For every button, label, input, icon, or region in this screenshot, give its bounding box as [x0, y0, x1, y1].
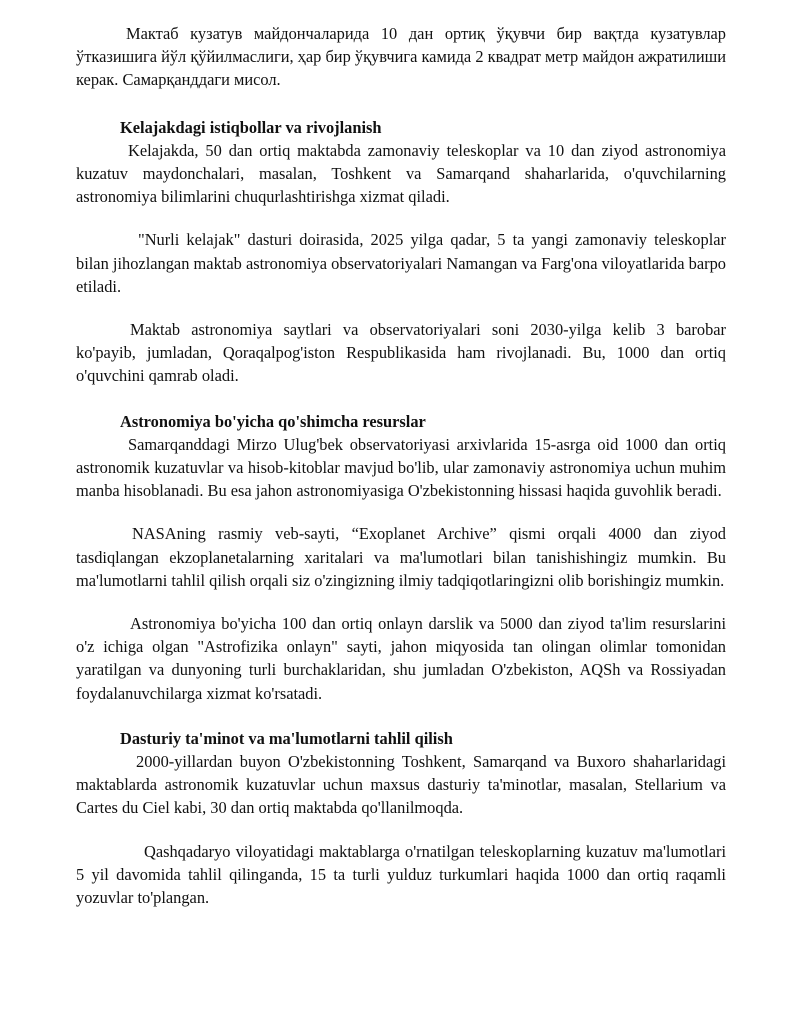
- body-paragraph: Kelajakda, 50 dan ortiq maktabda zamonaviy teleskoplar va 10 dan ziyod astronomiya kuzatuv maydonchalari, masalan, Toshkent va Samarqand shaharlarida, o'quvchilarning astronomiya bilimlarini chuqurlashtirishga xizmat qiladi.: [76, 140, 726, 207]
- body-paragraph: Qashqadaryo viloyatidagi maktablarga o'rnatilgan teleskoplarning kuzatuv ma'lumotlari 5 yil davomida tahlil qilinganda, 15 ta turli yulduz turkumlari haqida 1000 dan ortiq raqamli yozuvlar to'plangan.: [76, 841, 726, 908]
- section-heading: Astronomiya bo'yicha qo'shimcha resurslar: [120, 411, 426, 431]
- body-paragraph: Samarqanddagi Mirzo Ulug'bek observatoriyasi arxivlarida 15-asrga oid 1000 dan ortiq astronomik kuzatuvlar va hisob-kitoblar mavjud bo'lib, ular zamonaviy astronomiya uchun muhim manba hisoblanadi. Bu esa jahon astronomiyasiga O'zbekistonning hissasi haqida guvohlik beradi.: [76, 434, 726, 501]
- body-paragraph: NASAning rasmiy veb-sayti, “Exoplanet Archive” qismi orqali 4000 dan ziyod tasdiqlangan ekzoplanetalarning xaritalari va ma'lumotlari bilan tanishishingiz mumkin. Bu ma'lumotlarni tahlil qilish orqali siz o'zingizning ilmiy tadqiqotlaringizni olib borishingiz mumkin.: [76, 524, 726, 590]
- section-heading: Kelajakdagi istiqbollar va rivojlanish: [120, 117, 382, 137]
- body-paragraph: Мактаб кузатув майдончаларида 10 дан ортиқ ўқувчи бир вақтда кузатувлар ўтказишига йўл қўйилмаслиги, ҳар бир ўқувчига камида 2 квадрат метр майдон ажратилиши керак. Самарқанддаги мисол.: [76, 24, 726, 90]
- body-paragraph: Astronomiya bo'yicha 100 dan ortiq onlayn darslik va 5000 dan ziyod ta'lim resurslarini o'z ichiga olgan "Astrofizika onlayn" sayti, jahon miqyosida tan olingan olimlar tomonidan yaratilgan va dunyoning turli burchaklaridan, shu jumladan O'zbekiston, AQSh va Rossiyadan foydalanuvchilarga xizmat ko'rsatadi.: [76, 614, 726, 703]
- document-page: [76, 0, 726, 909]
- body-paragraph: 2000-yillardan buyon O'zbekistonning Toshkent, Samarqand va Buxoro shaharlaridagi maktablarda astronomik kuzatuvlar uchun maxsus dasturiy ta'minotlar, masalan, Stellarium va Cartes du Ciel kabi, 30 dan ortiq maktabda qo'llanilmoqda.: [76, 752, 726, 818]
- section-heading: Dasturiy ta'minot va ma'lumotlarni tahlil qilish: [120, 728, 453, 748]
- body-paragraph: "Nurli kelajak" dasturi doirasida, 2025 yilga qadar, 5 ta yangi zamonaviy teleskoplar bilan jihozlangan maktab astronomiya observatoriyalari Namangan va Farg'ona viloyatlarida barpo etiladi.: [76, 230, 726, 296]
- body-paragraph: Maktab astronomiya saytlari va observatoriyalari soni 2030-yilga kelib 3 barobar ko'payib, jumladan, Qoraqalpog'iston Respublikasida ham rivojlanadi. Bu, 1000 dan ortiq o'quvchini qamrab oladi.: [76, 320, 726, 386]
